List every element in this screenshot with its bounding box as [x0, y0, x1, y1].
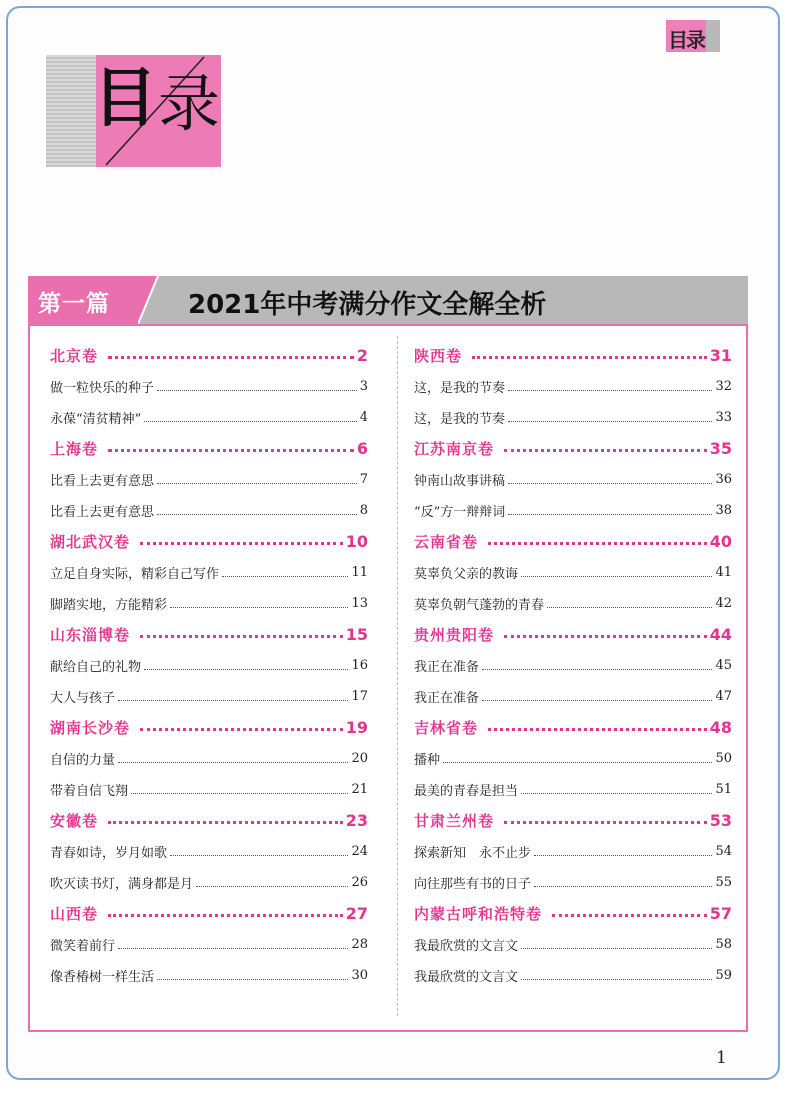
toc-page-number: 3 — [359, 379, 368, 394]
toc-page-number: 38 — [715, 503, 732, 518]
toc-section-label: 云南省卷 — [414, 533, 479, 551]
toc-entry-row[interactable] — [50, 867, 368, 898]
toc-entry-row[interactable] — [414, 960, 732, 991]
toc-page-number: 13 — [351, 596, 368, 611]
toc-leader-dots — [482, 700, 712, 701]
toc-page-number: 41 — [715, 565, 732, 580]
header-tab-gray — [706, 20, 720, 52]
toc-leader-dots — [140, 635, 343, 638]
toc-section-label: 甘肃兰州卷 — [414, 812, 495, 830]
toc-leader-dots — [504, 449, 707, 452]
toc-page-number: 30 — [351, 968, 368, 983]
toc-section-row[interactable] — [50, 805, 368, 836]
toc-entry-row[interactable] — [50, 743, 368, 774]
toc-page-number: 44 — [709, 625, 732, 644]
toc-entry-label: 播种 — [414, 753, 441, 768]
toc-entry-row[interactable] — [50, 588, 368, 619]
toc-leader-dots — [521, 793, 712, 794]
toc-page-number: 54 — [715, 844, 732, 859]
toc-page-number: 2 — [356, 346, 368, 365]
toc-section-label: 北京卷 — [50, 347, 99, 365]
toc-page-number: 7 — [359, 472, 368, 487]
toc-entry-label: 比看上去更有意思 — [50, 474, 155, 489]
toc-entry-label: 青春如诗，岁月如歌 — [50, 846, 168, 861]
toc-entry-label: “反”方一辩辩词 — [414, 505, 506, 520]
toc-page-number: 36 — [715, 472, 732, 487]
toc-page-number: 35 — [709, 439, 732, 458]
toc-entry-row[interactable] — [50, 929, 368, 960]
toc-entry-label: 献给自己的礼物 — [50, 660, 142, 675]
toc-entry-label: 吹灭读书灯，满身都是月 — [50, 877, 194, 892]
toc-entry-row[interactable] — [50, 650, 368, 681]
toc-leader-dots — [157, 483, 357, 484]
toc-leader-dots — [140, 728, 343, 731]
toc-entry-label: 脚踏实地，方能精彩 — [50, 598, 168, 613]
toc-section-row[interactable] — [50, 433, 368, 464]
toc-entry-row[interactable] — [414, 681, 732, 712]
toc-page-number: 16 — [351, 658, 368, 673]
toc-leader-dots — [108, 449, 354, 452]
toc-section-row[interactable] — [50, 526, 368, 557]
toc-page-number: 10 — [345, 532, 368, 551]
toc-leader-dots — [108, 914, 343, 917]
toc-entry-row[interactable] — [50, 960, 368, 991]
toc-entry-row[interactable] — [50, 774, 368, 805]
toc-page-number: 24 — [351, 844, 368, 859]
toc-leader-dots — [508, 421, 712, 422]
toc-entry-row[interactable] — [50, 371, 368, 402]
toc-entry-label: 这，是我的节奏 — [414, 412, 506, 427]
toc-page-number: 28 — [351, 937, 368, 952]
toc-entry-row[interactable] — [414, 495, 732, 526]
toc-leader-dots — [157, 979, 348, 980]
toc-page-number: 11 — [351, 565, 368, 580]
toc-left-column — [50, 340, 368, 991]
toc-leader-dots — [157, 514, 357, 515]
toc-leader-dots — [521, 948, 712, 949]
toc-leader-dots — [534, 886, 712, 887]
toc-page-number: 48 — [709, 718, 732, 737]
toc-leader-dots — [552, 914, 707, 917]
toc-section-label: 安徽卷 — [50, 812, 99, 830]
toc-entry-label: 莫辜负父亲的教诲 — [414, 567, 519, 582]
toc-leader-dots — [222, 576, 348, 577]
toc-leader-dots — [108, 821, 343, 824]
toc-entry-label: 我最欣赏的文言文 — [414, 970, 519, 985]
title-char-2: 录 — [158, 67, 221, 140]
header-tab — [666, 20, 720, 52]
toc-page-number: 59 — [715, 968, 732, 983]
toc-entry-label: 最美的青春是担当 — [414, 784, 519, 799]
toc-leader-dots — [443, 762, 712, 763]
toc-entry-row[interactable] — [50, 557, 368, 588]
toc-section-label: 陕西卷 — [414, 347, 463, 365]
toc-entry-row[interactable] — [414, 588, 732, 619]
toc-leader-dots — [144, 421, 356, 422]
toc-page-number: 53 — [709, 811, 732, 830]
toc-page-number: 58 — [715, 937, 732, 952]
toc-section-label: 贵州贵阳卷 — [414, 626, 495, 644]
toc-entry-row[interactable] — [414, 650, 732, 681]
chapter-banner — [28, 276, 748, 324]
toc-page-number: 33 — [715, 410, 732, 425]
toc-section-label: 湖南长沙卷 — [50, 719, 131, 737]
toc-leader-dots — [508, 514, 712, 515]
toc-leader-dots — [508, 483, 712, 484]
toc-page-number: 32 — [715, 379, 732, 394]
toc-page-number: 20 — [351, 751, 368, 766]
toc-entry-label: 这，是我的节奏 — [414, 381, 506, 396]
toc-entry-row[interactable] — [414, 867, 732, 898]
toc-leader-dots — [534, 855, 712, 856]
toc-entry-row[interactable] — [414, 836, 732, 867]
toc-leader-dots — [508, 390, 712, 391]
toc-page-number: 17 — [351, 689, 368, 704]
toc-leader-dots — [118, 762, 348, 763]
toc-entry-label: 莫辜负朝气蓬勃的青春 — [414, 598, 545, 613]
toc-leader-dots — [144, 669, 348, 670]
toc-section-label: 湖北武汉卷 — [50, 533, 131, 551]
column-divider — [397, 336, 399, 1016]
toc-leader-dots — [504, 821, 707, 824]
toc-entry-label: 钟南山故事讲稿 — [414, 474, 506, 489]
toc-entry-row[interactable] — [50, 464, 368, 495]
toc-leader-dots — [118, 700, 348, 701]
toc-entry-row[interactable] — [414, 371, 732, 402]
toc-section-row[interactable] — [414, 619, 732, 650]
toc-page-number: 27 — [345, 904, 368, 923]
toc-leader-dots — [131, 793, 348, 794]
toc-entry-label: 永葆“清贫精神” — [50, 412, 142, 427]
toc-leader-dots — [157, 390, 357, 391]
toc-entry-label: 向往那些有书的日子 — [414, 877, 532, 892]
header-tab-label: 目录 — [668, 28, 704, 52]
toc-section-row[interactable] — [50, 898, 368, 929]
toc-entry-row[interactable] — [414, 557, 732, 588]
toc-leader-dots — [482, 669, 712, 670]
toc-section-row[interactable] — [414, 805, 732, 836]
toc-section-row[interactable] — [50, 340, 368, 371]
toc-page-number: 50 — [715, 751, 732, 766]
title-char-1: 目 — [93, 62, 157, 136]
toc-entry-row[interactable] — [414, 464, 732, 495]
toc-leader-dots — [140, 542, 343, 545]
toc-entry-row[interactable] — [50, 402, 368, 433]
toc-leader-dots — [170, 607, 348, 608]
toc-leader-dots — [504, 635, 707, 638]
toc-section-row[interactable] — [414, 340, 732, 371]
toc-section-row[interactable] — [414, 433, 732, 464]
toc-section-row[interactable] — [414, 898, 732, 929]
toc-page-number: 45 — [715, 658, 732, 673]
toc-leader-dots — [472, 356, 707, 359]
toc-section-label: 内蒙古呼和浩特卷 — [414, 905, 543, 923]
toc-entry-label: 微笑着前行 — [50, 939, 116, 954]
toc-section-row[interactable] — [50, 619, 368, 650]
toc-leader-dots — [488, 728, 707, 731]
toc-leader-dots — [170, 855, 348, 856]
toc-section-row[interactable] — [50, 712, 368, 743]
toc-title-block — [46, 55, 221, 167]
toc-entry-label: 探索新知 永不止步 — [414, 846, 532, 861]
toc-page-number: 40 — [709, 532, 732, 551]
toc-page-number: 19 — [345, 718, 368, 737]
toc-page-number: 23 — [345, 811, 368, 830]
toc-entry-label: 比看上去更有意思 — [50, 505, 155, 520]
chapter-title: 2021年中考满分作文全解全析 — [188, 290, 547, 320]
toc-entry-row[interactable] — [414, 402, 732, 433]
toc-page-number: 8 — [359, 503, 368, 518]
toc-page-number: 6 — [356, 439, 368, 458]
toc-entry-label: 带着自信飞翔 — [50, 784, 129, 799]
toc-page-number: 51 — [715, 782, 732, 797]
toc-page-number: 55 — [715, 875, 732, 890]
toc-entry-label: 自信的力量 — [50, 753, 116, 768]
toc-page-number: 42 — [715, 596, 732, 611]
toc-leader-dots — [521, 576, 712, 577]
toc-leader-dots — [118, 948, 348, 949]
banner-diagonal — [138, 276, 178, 324]
toc-leader-dots — [521, 979, 712, 980]
toc-entry-row[interactable] — [50, 836, 368, 867]
toc-section-row[interactable] — [414, 526, 732, 557]
toc-entry-label: 我正在准备 — [414, 691, 480, 706]
toc-page-number: 26 — [351, 875, 368, 890]
toc-entry-label: 像香椿树一样生活 — [50, 970, 155, 985]
toc-entry-row[interactable] — [50, 681, 368, 712]
toc-leader-dots — [547, 607, 712, 608]
toc-section-row[interactable] — [414, 712, 732, 743]
page-number: 1 — [716, 1048, 727, 1068]
toc-section-label: 上海卷 — [50, 440, 99, 458]
toc-section-label: 吉林省卷 — [414, 719, 479, 737]
toc-entry-label: 做一粒快乐的种子 — [50, 381, 155, 396]
toc-section-label: 山东淄博卷 — [50, 626, 131, 644]
toc-entry-label: 我最欣赏的文言文 — [414, 939, 519, 954]
toc-section-label: 江苏南京卷 — [414, 440, 495, 458]
toc-entry-row[interactable] — [50, 495, 368, 526]
toc-leader-dots — [196, 886, 348, 887]
toc-leader-dots — [108, 356, 354, 359]
toc-right-column — [414, 340, 732, 991]
toc-entry-row[interactable] — [414, 743, 732, 774]
toc-leader-dots — [488, 542, 707, 545]
chapter-part-label: 第一篇 — [38, 291, 110, 317]
toc-page-number: 21 — [351, 782, 368, 797]
toc-section-label: 山西卷 — [50, 905, 99, 923]
toc-page-number: 31 — [709, 346, 732, 365]
toc-entry-label: 大人与孩子 — [50, 691, 116, 706]
toc-page-number: 15 — [345, 625, 368, 644]
toc-page-number: 57 — [709, 904, 732, 923]
toc-entry-label: 立足自身实际，精彩自己写作 — [50, 567, 220, 582]
toc-entry-row[interactable] — [414, 774, 732, 805]
toc-entry-label: 我正在准备 — [414, 660, 480, 675]
toc-entry-row[interactable] — [414, 929, 732, 960]
toc-page-number: 4 — [359, 410, 368, 425]
toc-page-number: 47 — [715, 689, 732, 704]
toc-content-box — [28, 324, 748, 1032]
